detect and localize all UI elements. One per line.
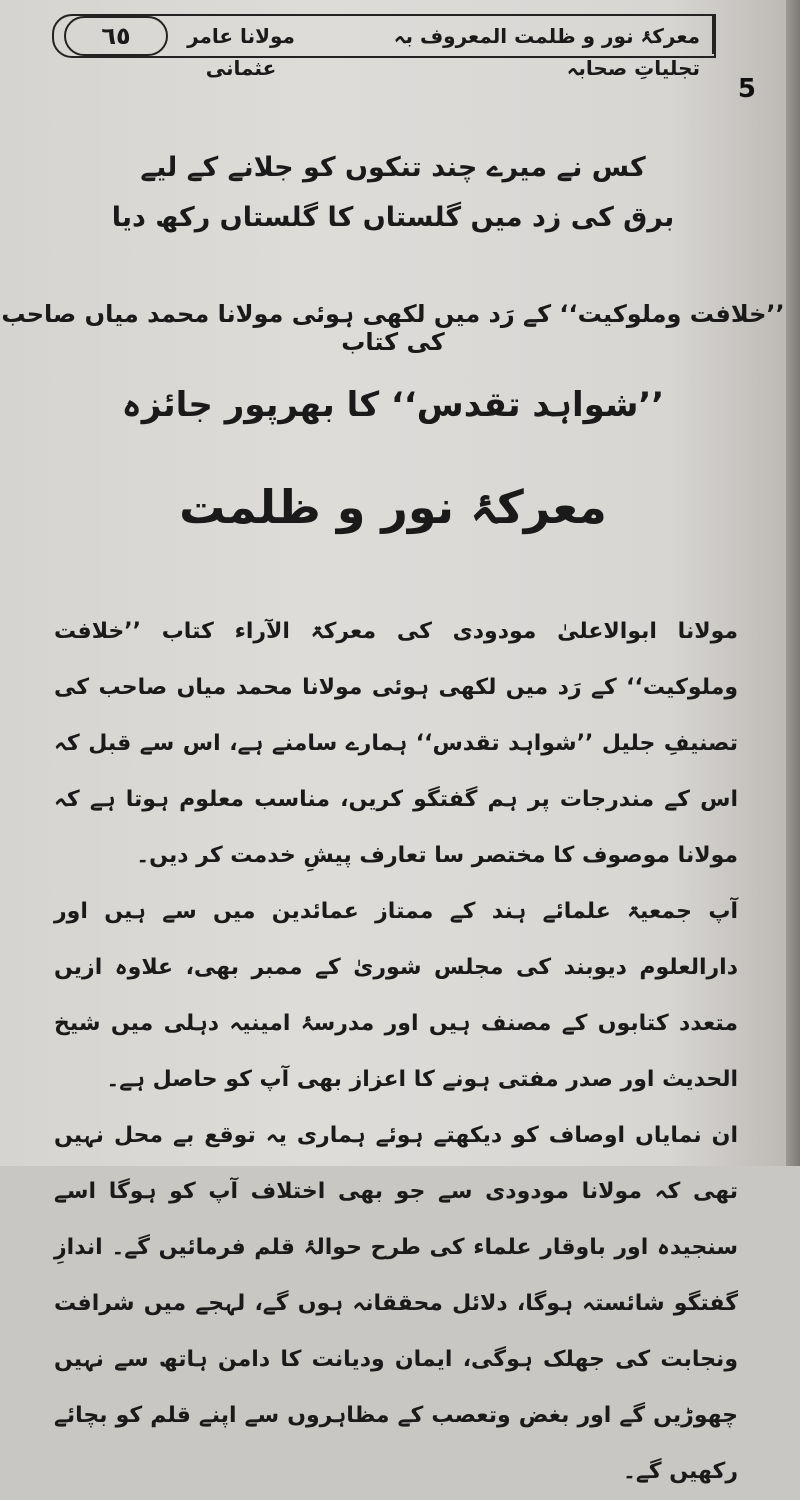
poem-line-1: کس نے میرے چند تنکوں کو جلانے کے لیے [140, 152, 646, 183]
book-heading: ’’شواہد تقدس‘‘ کا بھرپور جائزہ [121, 385, 665, 425]
margin-marker: 5 [737, 74, 756, 104]
paragraph: ان نمایاں اوصاف کو دیکھتے ہوئے ہماری یہ توقع بے محل نہیں تھی کہ مولانا مودودی سے جو بھی اختلاف آپ کو ہوگا اسے سنجیدہ اور باوقار علماء کی طرح حوالۂ قلم فرمائیں گے۔ اندازِ گفتگو شائستہ ہوگا، دلائل محققانہ ہوں گے، لہجے میں شرافت ونجابت کی جھلک ہوگی، ایمان ودیانت کا دامن ہاتھ سے نہیں چھوڑیں گے اور بغض وتعصب کے مظاہروں سے اپنے قلم کو بچائے رکھیں گے۔ [54, 1123, 738, 1484]
subtitle: ’’خلافت وملوکیت‘‘ کے رَد میں لکھی ہوئی مولانا محمد میاں صاحب کی کتاب [1, 300, 785, 356]
running-header-author: مولانا عامر عثمانی [187, 24, 295, 80]
book-gutter [786, 0, 800, 1166]
header-divider [712, 14, 714, 54]
page-number: ٦٥ [64, 16, 168, 56]
running-header-title: معرکۂ نور و ظلمت المعروف بہ تجلیاتِ صحابہ [393, 24, 700, 80]
paragraph: مولانا ابوالاعلیٰ مودودی کی معرکۃ الآراء کتاب ’’خلافت وملوکیت‘‘ کے رَد میں لکھی ہوئی مولانا محمد میاں صاحب کی تصنیفِ جلیل ’’شواہد تقدس‘‘ ہمارے سامنے ہے، اس سے قبل کہ اس کے مندرجات پر ہم گفتگو کریں، مناسب معلوم ہوتا ہے کہ مولانا موصوف کا مختصر سا تعارف پیشِ خدمت کر دیں۔ [54, 619, 738, 868]
poem-line-2: برق کی زد میں گلستاں کا گلستاں رکھ دیا [111, 202, 675, 233]
main-title: معرکۂ نور و ظلمت [179, 480, 607, 534]
body-text [54, 604, 738, 1500]
paragraph: آپ جمعیۃ علمائے ہند کے ممتاز عمائدین میں سے ہیں اور دارالعلوم دیوبند کی مجلس شوریٰ کے ممبر بھی، علاوہ ازیں متعدد کتابوں کے مصنف ہیں اور مدرسۂ امینیہ دہلی میں شیخ الحدیث اور صدر مفتی ہونے کا اعزاز بھی آپ کو حاصل ہے۔ [54, 899, 738, 1092]
